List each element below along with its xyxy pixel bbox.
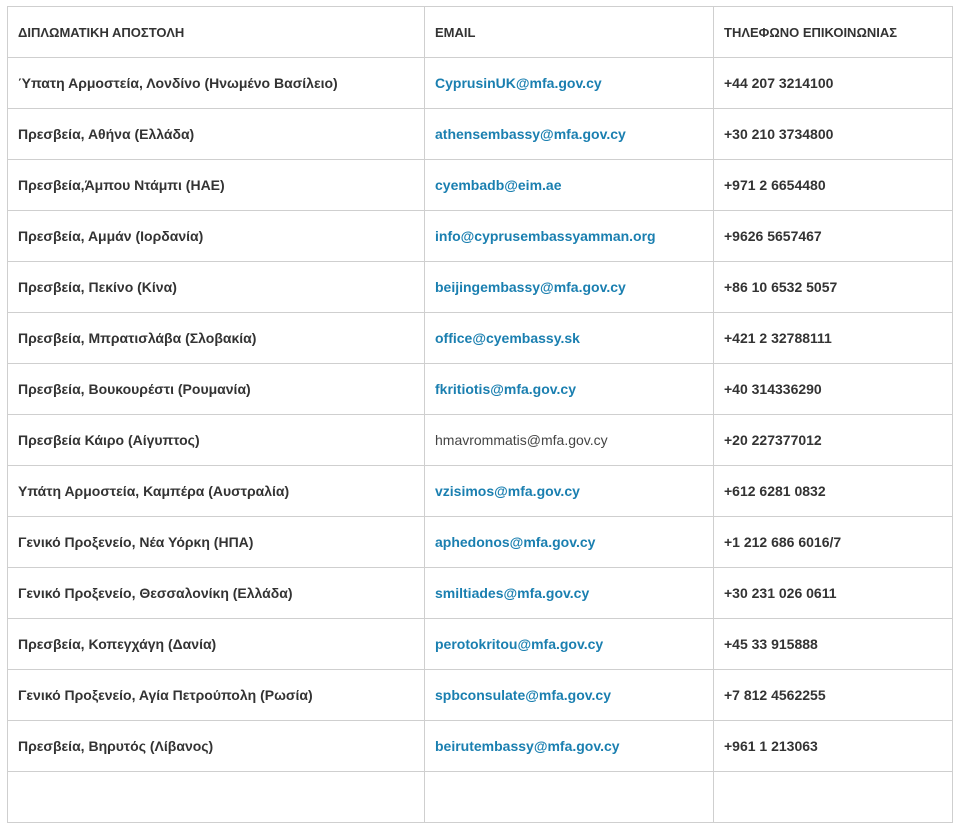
table-header-row (8, 7, 953, 58)
table-row (8, 109, 953, 160)
phone-number: +9626 5657467 (714, 211, 953, 262)
phone-number: +40 314336290 (714, 364, 953, 415)
email-cell (425, 160, 714, 211)
phone-number: +30 210 3734800 (714, 109, 953, 160)
email-cell (425, 721, 714, 772)
email-cell (425, 58, 714, 109)
mission-name: Πρεσβεία, Αθήνα (Ελλάδα) (8, 109, 425, 160)
phone-number: +20 227377012 (714, 415, 953, 466)
header-email: EMAIL (425, 7, 714, 58)
table-row (8, 415, 953, 466)
email-link[interactable]: info@cyprusembassyamman.org (435, 228, 656, 244)
email-cell (425, 415, 714, 466)
mission-name: Γενικό Προξενείο, Νέα Υόρκη (ΗΠΑ) (8, 517, 425, 568)
table-row (8, 58, 953, 109)
mission-name: Πρεσβεία, Βουκουρέστι (Ρουμανία) (8, 364, 425, 415)
phone-number: +961 1 213063 (714, 721, 953, 772)
mission-name: Πρεσβεία, Πεκίνο (Κίνα) (8, 262, 425, 313)
email-text: hmavrommatis@mfa.gov.cy (435, 432, 608, 448)
email-link[interactable]: beirutembassy@mfa.gov.cy (435, 738, 620, 754)
email-cell (425, 313, 714, 364)
email-cell (425, 262, 714, 313)
table-row-partial (8, 772, 953, 823)
phone-number: +612 6281 0832 (714, 466, 953, 517)
phone-number: +421 2 32788111 (714, 313, 953, 364)
table-row (8, 619, 953, 670)
email-cell (425, 211, 714, 262)
email-cell (425, 517, 714, 568)
email-link[interactable]: vzisimos@mfa.gov.cy (435, 483, 580, 499)
empty-cell (8, 772, 425, 823)
table-row (8, 517, 953, 568)
table-row (8, 160, 953, 211)
phone-number: +44 207 3214100 (714, 58, 953, 109)
mission-name: Πρεσβεία Κάιρο (Αίγυπτος) (8, 415, 425, 466)
mission-name: Πρεσβεία, Αμμάν (Ιορδανία) (8, 211, 425, 262)
mission-name: Ύπατη Αρμοστεία, Λονδίνο (Ηνωμένο Βασίλειο) (8, 58, 425, 109)
phone-number: +7 812 4562255 (714, 670, 953, 721)
email-link[interactable]: cyembadb@eim.ae (435, 177, 562, 193)
email-cell (425, 109, 714, 160)
email-cell (425, 466, 714, 517)
empty-cell (425, 772, 714, 823)
email-link[interactable]: office@cyembassy.sk (435, 330, 580, 346)
phone-number: +45 33 915888 (714, 619, 953, 670)
mission-name: Πρεσβεία, Βηρυτός (Λίβανος) (8, 721, 425, 772)
email-cell (425, 670, 714, 721)
email-link[interactable]: smiltiades@mfa.gov.cy (435, 585, 590, 601)
phone-number: +30 231 026 0611 (714, 568, 953, 619)
mission-name: Πρεσβεία,Άμπου Ντάμπι (ΗΑΕ) (8, 160, 425, 211)
email-link[interactable]: fkritiotis@mfa.gov.cy (435, 381, 576, 397)
empty-cell (714, 772, 953, 823)
table-row (8, 466, 953, 517)
table-row (8, 313, 953, 364)
phone-number: +1 212 686 6016/7 (714, 517, 953, 568)
table-row (8, 670, 953, 721)
email-link[interactable]: spbconsulate@mfa.gov.cy (435, 687, 611, 703)
table-row (8, 568, 953, 619)
phone-number: +971 2 6654480 (714, 160, 953, 211)
email-cell (425, 568, 714, 619)
mission-name: Υπάτη Αρμοστεία, Καμπέρα (Αυστραλία) (8, 466, 425, 517)
phone-number: +86 10 6532 5057 (714, 262, 953, 313)
table-row (8, 364, 953, 415)
mission-name: Γενικό Προξενείο, Αγία Πετρούπολη (Ρωσία) (8, 670, 425, 721)
table-row (8, 721, 953, 772)
table-row (8, 211, 953, 262)
mission-name: Πρεσβεία, Μπρατισλάβα (Σλοβακία) (8, 313, 425, 364)
table-row (8, 262, 953, 313)
header-mission: ΔΙΠΛΩΜΑΤΙΚΗ ΑΠΟΣΤΟΛΗ (8, 7, 425, 58)
email-link[interactable]: aphedonos@mfa.gov.cy (435, 534, 596, 550)
mission-name: Πρεσβεία, Κοπεγχάγη (Δανία) (8, 619, 425, 670)
email-link[interactable]: perotokritou@mfa.gov.cy (435, 636, 604, 652)
header-phone: ΤΗΛΕΦΩΝΟ ΕΠΙΚΟΙΝΩΝΙΑΣ (714, 7, 953, 58)
mission-name: Γενικό Προξενείο, Θεσσαλονίκη (Ελλάδα) (8, 568, 425, 619)
email-link[interactable]: athensembassy@mfa.gov.cy (435, 126, 626, 142)
email-link[interactable]: beijingembassy@mfa.gov.cy (435, 279, 626, 295)
email-link[interactable]: CyprusinUK@mfa.gov.cy (435, 75, 602, 91)
diplomatic-missions-table (7, 6, 953, 823)
email-cell (425, 619, 714, 670)
email-cell (425, 364, 714, 415)
